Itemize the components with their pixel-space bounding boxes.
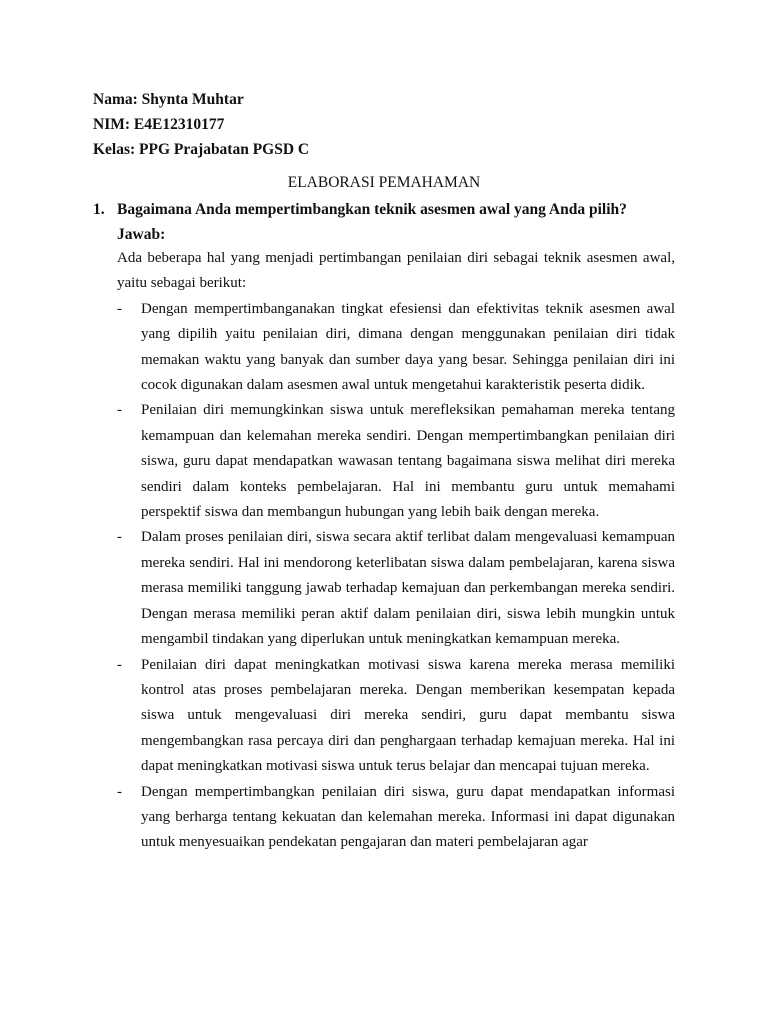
list-item (117, 653, 675, 780)
list-item-text: Penilaian diri memungkinkan siswa untuk merefleksikan pemahaman mereka tentang kemampuan dan kelemahan mereka sendiri. Dengan mempertimbangkan penilaian diri siswa, guru dapat mendapatkan wawasan tentang bagaimana siswa melihat diri mereka sendiri dalam konteks pembelajaran. Hal ini membantu guru untuk memahami perspektif siswa dan membangun hubungan yang lebih baik dengan mereka. (141, 402, 675, 521)
answer-intro: Ada beberapa hal yang menjadi pertimbangan penilaian diri sebagai teknik asesmen awal, yaitu sebagai berikut: (117, 250, 675, 292)
question-number: 1. (93, 201, 105, 218)
question-text: Bagaimana Anda mempertimbangkan teknik asesmen awal yang Anda pilih? (117, 201, 627, 218)
student-name: Nama: Shynta Muhtar (93, 91, 244, 108)
student-class: Kelas: PPG Prajabatan PGSD C (93, 141, 310, 158)
list-item-text: Dengan mempertimbangkan penilaian diri siswa, guru dapat mendapatkan informasi yang berharga tentang kekuatan dan kelemahan mereka. Informasi ini dapat digunakan untuk menyesuaikan pendekatan pengajaran dan materi pembelajaran agar (141, 783, 675, 851)
answer-body (117, 246, 675, 856)
answer-list (117, 297, 675, 856)
list-item (117, 398, 675, 525)
list-bullet: - (117, 783, 122, 800)
list-item (117, 780, 675, 856)
list-item-text: Dengan mempertimbanganakan tingkat efesiensi dan efektivitas teknik asesmen awal yang dipilih yaitu penilaian diri, dimana dengan menggunakan penilaian diri tidak memakan waktu yang banyak dan sumber daya yang besar. Sehingga penilaian diri ini cocok digunakan dalam asesmen awal untuk mengetahui karakteristik peserta didik. (141, 300, 675, 394)
list-item (117, 297, 675, 399)
list-item-text: Penilaian diri dapat meningkatkan motivasi siswa karena mereka merasa memiliki kontrol atas proses pembelajaran mereka. Dengan memberikan kesempatan kepada siswa untuk mengevaluasi diri mereka sendiri, guru dapat membantu siswa mengembangkan rasa percaya diri dan penghargaan terhadap kemajuan mereka. Hal ini dapat meningkatkan motivasi siswa untuk terus belajar dan mencapai tujuan mereka. (141, 656, 675, 775)
list-bullet: - (117, 656, 122, 673)
student-nim: NIM: E4E12310177 (93, 116, 225, 133)
student-info (93, 87, 593, 162)
question-1 (93, 198, 675, 222)
list-bullet: - (117, 529, 122, 546)
answer-label: Jawab: (117, 226, 166, 243)
document-title: ELABORASI PEMAHAMAN (287, 174, 481, 191)
list-item (117, 525, 675, 652)
list-bullet: - (117, 300, 122, 317)
list-bullet: - (117, 402, 122, 419)
list-item-text: Dalam proses penilaian diri, siswa secara aktif terlibat dalam mengevaluasi kemampuan mereka sendiri. Hal ini mendorong keterlibatan siswa dalam pembelajaran, karena siswa merasa memiliki tanggung jawab terhadap kemajuan dan perkembangan mereka sendiri. Dengan merasa memiliki peran aktif dalam penilaian diri, siswa lebih mungkin untuk mengambil tindakan yang diperlukan untuk meningkatkan kemampuan mereka. (141, 529, 675, 648)
